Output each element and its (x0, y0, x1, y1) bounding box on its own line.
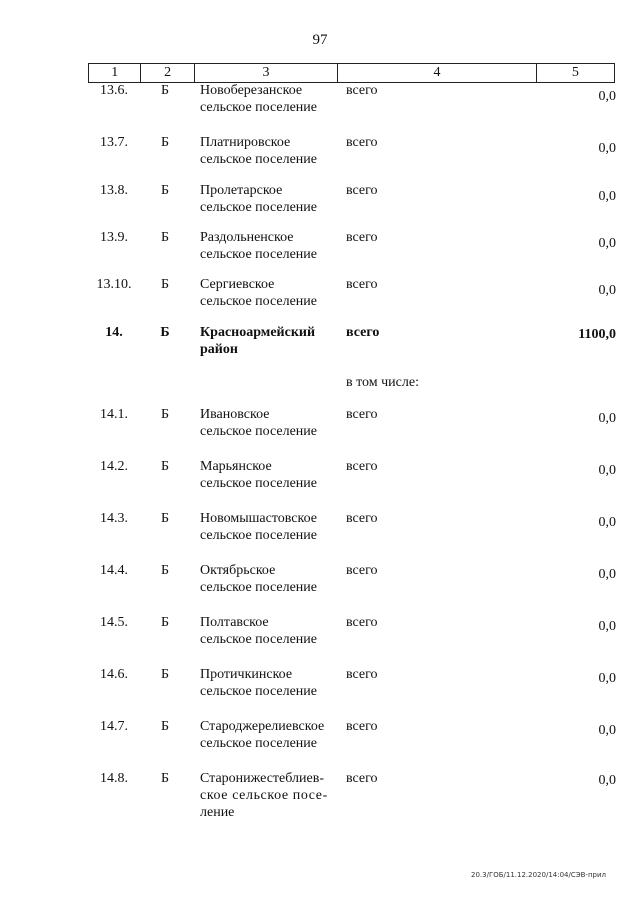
row-category: Б (160, 135, 170, 150)
row-name-line-1: Новомышастовское (200, 511, 317, 526)
row-kind: всего (346, 230, 378, 245)
row-category: Б (160, 183, 170, 198)
row-name-line-1: Раздольненское (200, 230, 294, 245)
row-name (200, 458, 340, 492)
document-footer-code: 20.3/ГОБ/11.12.2020/14:04/СЭВ-прил (471, 871, 606, 879)
row-value: 0,0 (598, 189, 616, 204)
row-name-line-2: ское сельское посе- (200, 788, 328, 803)
row-name (200, 614, 340, 648)
row-name-line-1: Марьянское (200, 459, 272, 474)
page-number: 97 (312, 32, 328, 48)
row-name-line-1: Октябрьское (200, 563, 276, 578)
row-number: 14.3. (100, 511, 128, 526)
row-value: 0,0 (598, 411, 616, 426)
row-number: 14.8. (100, 771, 128, 786)
row-value: 0,0 (598, 283, 616, 298)
row-category: Б (160, 511, 170, 526)
row-number: 13.6. (100, 83, 128, 98)
row-kind: всего (346, 183, 378, 198)
row-value: 1100,0 (578, 327, 616, 342)
column-header-4: 4 (338, 64, 537, 83)
row-kind: всего (346, 511, 378, 526)
row-name-line-1: Сергиевское (200, 277, 275, 292)
row-name-line-2: сельское поселение (200, 528, 317, 543)
row-name-line-1: Протичкинское (200, 667, 293, 682)
row-name-line-2: район (200, 342, 238, 357)
row-value: 0,0 (598, 671, 616, 686)
row-number: 14.1. (100, 407, 128, 422)
row-name-line-1: Полтавское (200, 615, 269, 630)
row-kind: всего (346, 615, 378, 630)
row-name-line-2: сельское поселение (200, 200, 317, 215)
row-name-line-2: сельское поселение (200, 294, 317, 309)
row-name-line-2: сельское поселение (200, 247, 317, 262)
row-category: Б (160, 771, 170, 786)
row-name (200, 510, 340, 544)
row-kind: всего (346, 407, 378, 422)
row-name-line-1: Староджерелиевское (200, 719, 325, 734)
row-name (200, 770, 340, 821)
row-value: 0,0 (598, 723, 616, 738)
row-kind: всего (346, 83, 378, 98)
row-name (200, 134, 340, 168)
column-header-row (88, 63, 615, 83)
row-category: Б (160, 277, 170, 292)
row-number: 14.7. (100, 719, 128, 734)
row-name (200, 324, 340, 358)
row-value: 0,0 (598, 567, 616, 582)
row-name-line-1: Старонижестеблиев- (200, 771, 324, 786)
row-category: Б (160, 719, 170, 734)
row-name (200, 562, 340, 596)
row-name-line-2: сельское поселение (200, 424, 317, 439)
row-name-line-2: сельское поселение (200, 100, 317, 115)
row-number: 14. (105, 325, 123, 340)
row-name (200, 82, 340, 116)
row-value: 0,0 (598, 141, 616, 156)
row-name-line-2: сельское поселение (200, 476, 317, 491)
row-name (200, 718, 340, 752)
row-kind: всего (346, 719, 378, 734)
column-header-1: 1 (89, 64, 141, 83)
row-number: 14.2. (100, 459, 128, 474)
row-kind: всего (346, 563, 378, 578)
row-name-line-2: сельское поселение (200, 152, 317, 167)
row-name (200, 406, 340, 440)
row-number: 13.8. (100, 183, 128, 198)
row-name (200, 182, 340, 216)
row-number: 13.9. (100, 230, 128, 245)
column-header-2: 2 (141, 64, 194, 83)
column-header-3: 3 (194, 64, 337, 83)
including-label: в том числе: (346, 375, 419, 390)
row-number: 14.5. (100, 615, 128, 630)
row-value: 0,0 (598, 619, 616, 634)
row-value: 0,0 (598, 463, 616, 478)
row-name-line-1: Ивановское (200, 407, 270, 422)
row-name-line-2: сельское поселение (200, 736, 317, 751)
row-kind: всего (346, 325, 380, 340)
row-category: Б (160, 615, 170, 630)
row-category: Б (160, 407, 170, 422)
row-name-line-1: Красноармейский (200, 325, 316, 340)
row-category: Б (160, 563, 170, 578)
row-name-line-2: сельское поселение (200, 684, 317, 699)
row-name-line-1: Платнировское (200, 135, 291, 150)
row-name-line-3: ление (200, 805, 235, 820)
row-number: 14.4. (100, 563, 128, 578)
row-number: 13.10. (96, 277, 132, 292)
row-number: 13.7. (100, 135, 128, 150)
row-kind: всего (346, 771, 378, 786)
row-name (200, 276, 340, 310)
row-category: Б (160, 459, 170, 474)
row-name (200, 666, 340, 700)
row-kind: всего (346, 459, 378, 474)
row-kind: всего (346, 277, 378, 292)
row-category: Б (160, 667, 170, 682)
row-number: 14.6. (100, 667, 128, 682)
column-header-5: 5 (536, 64, 614, 83)
row-category: Б (160, 83, 170, 98)
row-value: 0,0 (598, 515, 616, 530)
row-name-line-2: сельское поселение (200, 632, 317, 647)
row-name-line-1: Новоберезанское (200, 83, 303, 98)
row-name-line-1: Пролетарское (200, 183, 283, 198)
row-kind: всего (346, 135, 378, 150)
row-value: 0,0 (598, 236, 616, 251)
row-name (200, 229, 340, 263)
row-value: 0,0 (598, 773, 616, 788)
row-category: Б (160, 325, 170, 340)
row-value: 0,0 (598, 89, 616, 104)
row-category: Б (160, 230, 170, 245)
row-name-line-2: сельское поселение (200, 580, 317, 595)
row-kind: всего (346, 667, 378, 682)
